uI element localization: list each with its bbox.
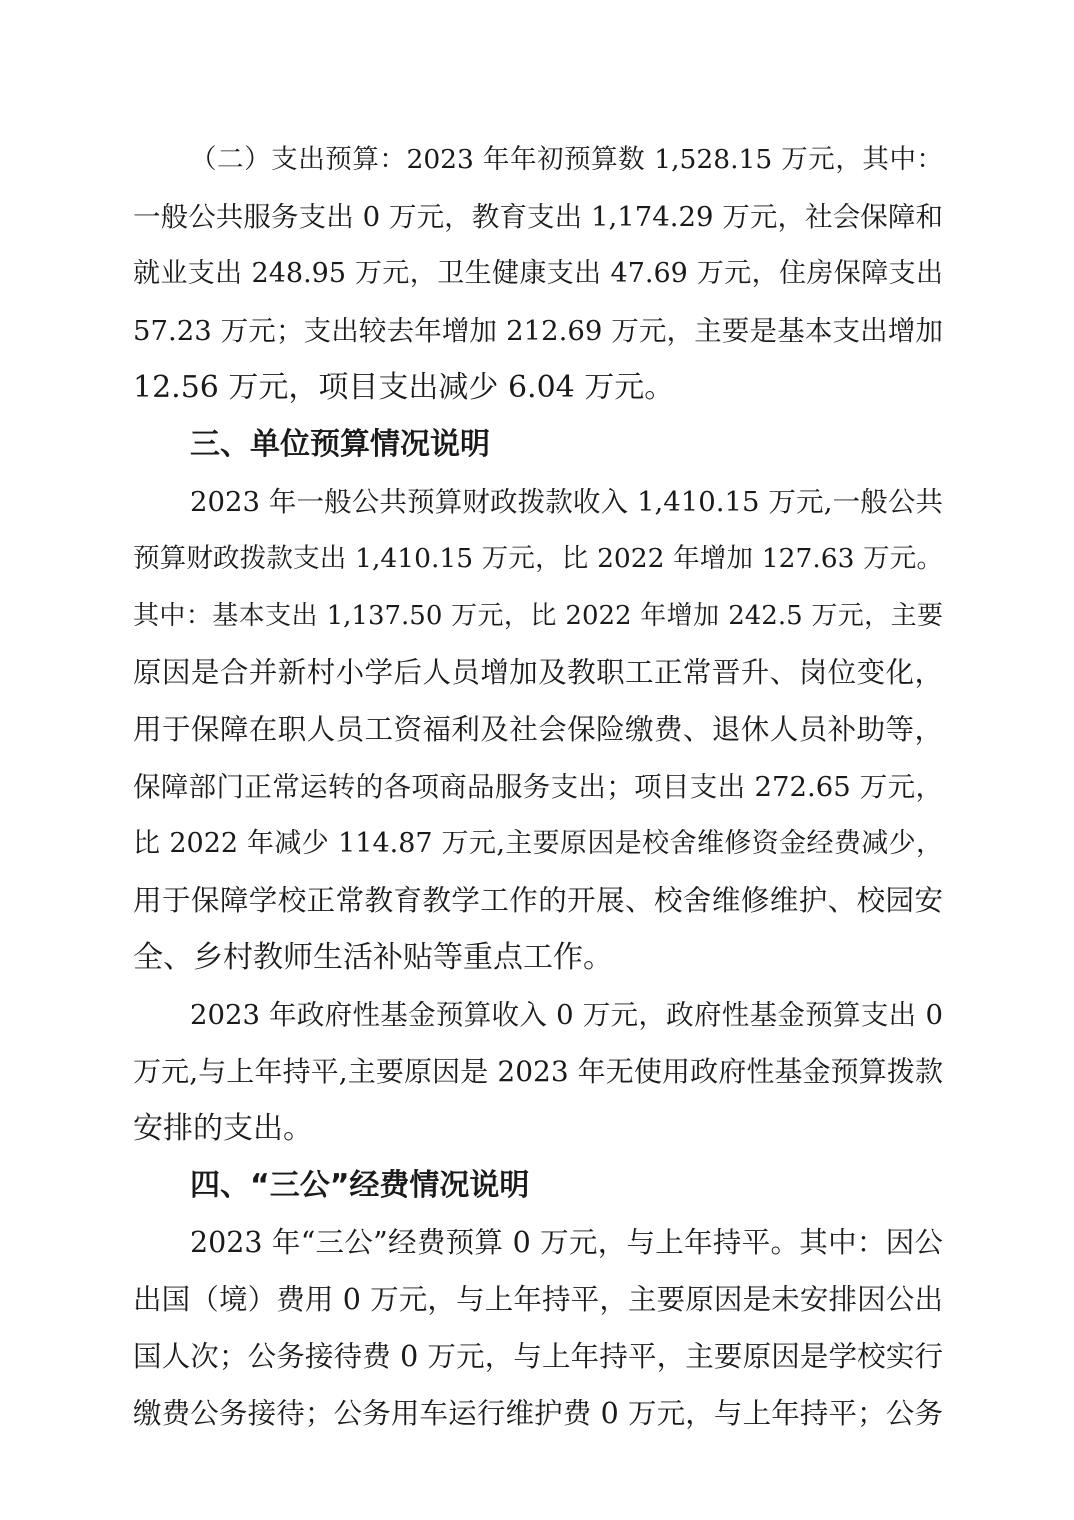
- paragraph-line: 安排的支出。: [133, 1111, 313, 1146]
- paragraph-line: 57.23 万元；支出较去年增加 212.69 万元，主要是基本支出增加: [133, 315, 943, 347]
- section-heading: 三、单位预算情况说明: [190, 427, 490, 462]
- paragraph-line: 出国（境）费用 0 万元，与上年持平，主要原因是未安排因公出: [133, 1283, 943, 1316]
- paragraph-line: 一般公共服务支出 0 万元，教育支出 1,174.29 万元，社会保障和: [133, 201, 943, 233]
- paragraph-line: 缴费公务接待；公务用车运行维护费 0 万元，与上年持平；公务: [133, 1397, 943, 1430]
- paragraph-line: 全、乡村教师生活补贴等重点工作。: [133, 940, 613, 975]
- paragraph-line: 2023 年政府性基金预算收入 0 万元，政府性基金预算支出 0: [190, 999, 943, 1031]
- paragraph-line: 2023 年“三公”经费预算 0 万元，与上年持平。其中：因公: [190, 1226, 943, 1259]
- paragraph-line: 预算财政拨款支出 1,410.15 万元，比 2022 年增加 127.63 万元。: [133, 543, 943, 574]
- paragraph-line: 就业支出 248.95 万元，卫生健康支出 47.69 万元，住房保障支出: [133, 258, 943, 289]
- paragraph-line: 保障部门正常运转的各项商品服务支出；项目支出 272.65 万元，: [133, 771, 943, 803]
- paragraph-line: （二）支出预算：2023 年年初预算数 1,528.15 万元，其中：: [190, 144, 943, 175]
- paragraph-line: 用于保障学校正常教育教学工作的开展、校舍维修维护、校园安: [133, 884, 943, 917]
- paragraph-line: 其中：基本支出 1,137.50 万元，比 2022 年增加 242.5 万元，主要: [133, 601, 943, 631]
- paragraph-line: 用于保障在职人员工资福利及社会保险缴费、退休人员补助等，: [133, 713, 943, 746]
- section-heading: 四、“三公”经费情况说明: [190, 1168, 530, 1203]
- paragraph-line: 万元,与上年持平,主要原因是 2023 年无使用政府性基金预算拨款: [133, 1055, 943, 1088]
- paragraph-line: 原因是合并新村小学后人员增加及教职工正常晋升、岗位变化，: [133, 656, 943, 689]
- paragraph-line: 12.56 万元，项目支出减少 6.04 万元。: [133, 370, 675, 405]
- paragraph-line: 比 2022 年减少 114.87 万元,主要原因是校舍维修资金经费减少，: [133, 828, 943, 859]
- paragraph-line: 国人次；公务接待费 0 万元，与上年持平，主要原因是学校实行: [133, 1340, 943, 1373]
- paragraph-line: 2023 年一般公共预算财政拨款收入 1,410.15 万元,一般公共: [190, 486, 943, 518]
